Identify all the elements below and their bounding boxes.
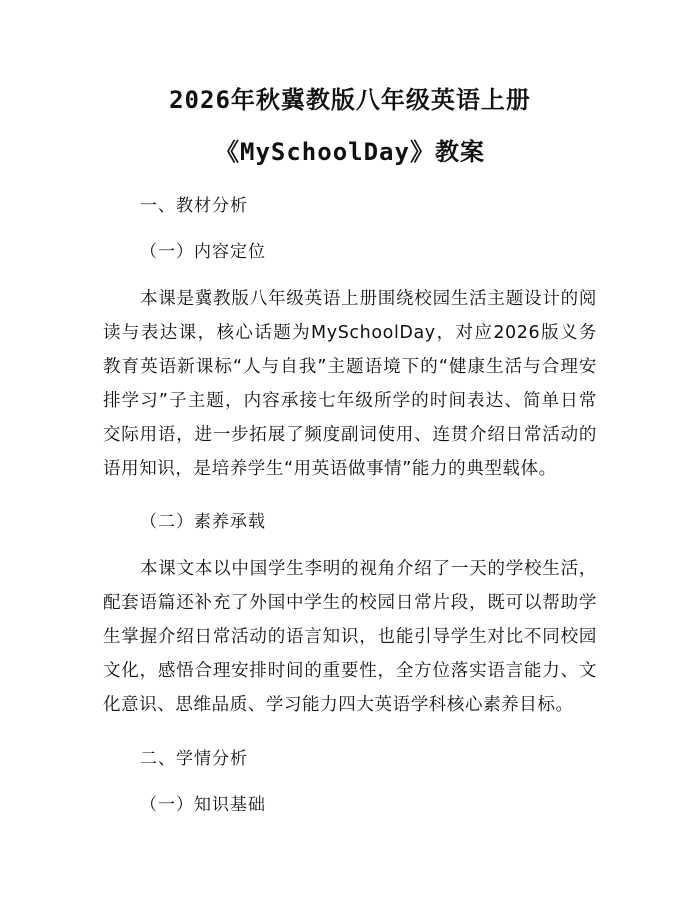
subsection-heading-content-positioning: （一）内容定位 (140, 242, 266, 262)
subsection-heading-knowledge-base: （一）知识基础 (140, 795, 266, 815)
subsection-heading-literacy-bearing: （二）素养承载 (140, 512, 266, 532)
section-heading-learner-analysis: 二、学情分析 (140, 749, 248, 769)
paragraph-literacy-bearing: 本课文本以中国学生李明的视角介绍了一天的学校生活，配套语篇还补充了外国中学生的校园日常片段，既可以帮助学生掌握介绍日常活动的语言知识，也能引导学生对比不同校园文化，感悟合理安排时间的重要性，全方位落实语言能力、文化意识、思维品质、学习能力四大英语学科核心素养目标。 (103, 559, 597, 715)
document-title-line-1: 2026年秋冀教版八年级英语上册 (169, 86, 531, 114)
section-heading-textbook-analysis: 一、教材分析 (140, 196, 248, 216)
document-title-line-2: 《MySchoolDay》教案 (215, 138, 485, 166)
paragraph-content-positioning: 本课是冀教版八年级英语上册围绕校园生活主题设计的阅读与表达课，核心话题为MySchoolDay，对应2026版义务教育英语新课标“人与自我”主题语境下的“健康生活与合理安排学习”子主题，内容承接七年级所学的时间表达、简单日常交际用语，进一步拓展了频度副词使用、连贯介绍日常活动的语用知识，是培养学生“用英语做事情”能力的典型载体。 (103, 289, 597, 479)
